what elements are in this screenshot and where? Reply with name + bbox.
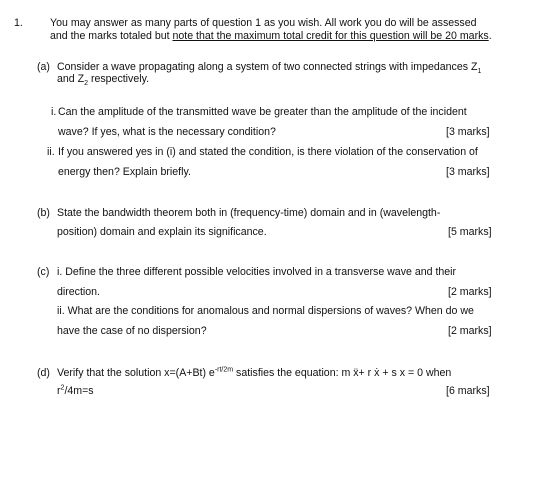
- intro-underlined-note: note that the maximum total credit for this question will be 20 marks: [172, 30, 489, 42]
- part-c-ii-line1: ii. What are the conditions for anomalous and normal dispersions of waves? When do we: [57, 305, 474, 317]
- part-d-line2-end: /4m=s: [64, 385, 94, 397]
- intro-line2-text: and the marks totaled but: [50, 30, 173, 42]
- part-d-line2-base: r: [57, 385, 61, 397]
- z1-subscript: 1: [477, 68, 482, 76]
- part-d-marks: [6 marks]: [446, 385, 490, 397]
- intro-line2-end: .: [488, 30, 492, 42]
- part-a-ii-line1: If you answered yes in (i) and stated the condition, is there violation of the conservation of: [58, 146, 478, 158]
- part-b-line2: position) domain and explain its significance.: [57, 226, 267, 238]
- part-b-label: (b): [37, 207, 50, 219]
- part-d-line2: [57, 385, 94, 397]
- part-a-line2-text: and Z: [57, 73, 85, 85]
- part-a-ii-line2: energy then? Explain briefly.: [58, 166, 191, 178]
- part-a-line1: [57, 61, 482, 76]
- part-a-i-line1: Can the amplitude of the transmitted wave be greater than the amplitude of the incident: [58, 106, 467, 118]
- part-a-line2-end: respectively.: [88, 73, 150, 85]
- question-number: 1.: [14, 17, 23, 29]
- part-c-i-marks: [2 marks]: [448, 286, 492, 298]
- part-a-i-marks: [3 marks]: [446, 126, 490, 138]
- part-d-line1: [57, 367, 451, 379]
- part-a-line2: [57, 73, 150, 88]
- part-d-line1-text: Verify that the solution x=(A+Bt) e: [57, 367, 215, 379]
- part-a-ii-marks: [3 marks]: [446, 166, 490, 178]
- part-a-i-label: i.: [51, 106, 57, 118]
- part-c-i-line1: i. Define the three different possible velocities involved in a transverse wave and their: [57, 266, 457, 278]
- part-c-ii-line2: have the case of no dispersion?: [57, 325, 207, 337]
- question-intro-line2: [50, 30, 492, 42]
- part-a-line1-text: Consider a wave propagating along a system of two connected strings with impedances Z: [57, 61, 478, 73]
- part-a-i-line2: wave? If yes, what is the necessary condition?: [58, 126, 276, 138]
- r-squared-superscript: 2: [60, 384, 65, 392]
- question-intro-line1: You may answer as many parts of question 1 as you wish. All work you do will be assessed: [50, 17, 477, 29]
- part-a-ii-label: ii.: [47, 146, 55, 158]
- part-c-ii-marks: [2 marks]: [448, 325, 492, 337]
- part-c-i-line2: direction.: [57, 286, 100, 298]
- part-b-line1: State the bandwidth theorem both in (frequency-time) domain and in (wavelength-: [57, 207, 441, 219]
- part-a-label: (a): [37, 61, 50, 73]
- part-b-marks: [5 marks]: [448, 226, 492, 238]
- part-c-label: (c): [37, 266, 50, 278]
- part-d-equation: satisfies the equation: m ẍ+ r ẋ + s x = 0 when: [233, 367, 452, 379]
- exponent-superscript: -rt/2m: [214, 366, 234, 374]
- part-d-label: (d): [37, 367, 50, 379]
- z2-subscript: 2: [84, 80, 88, 88]
